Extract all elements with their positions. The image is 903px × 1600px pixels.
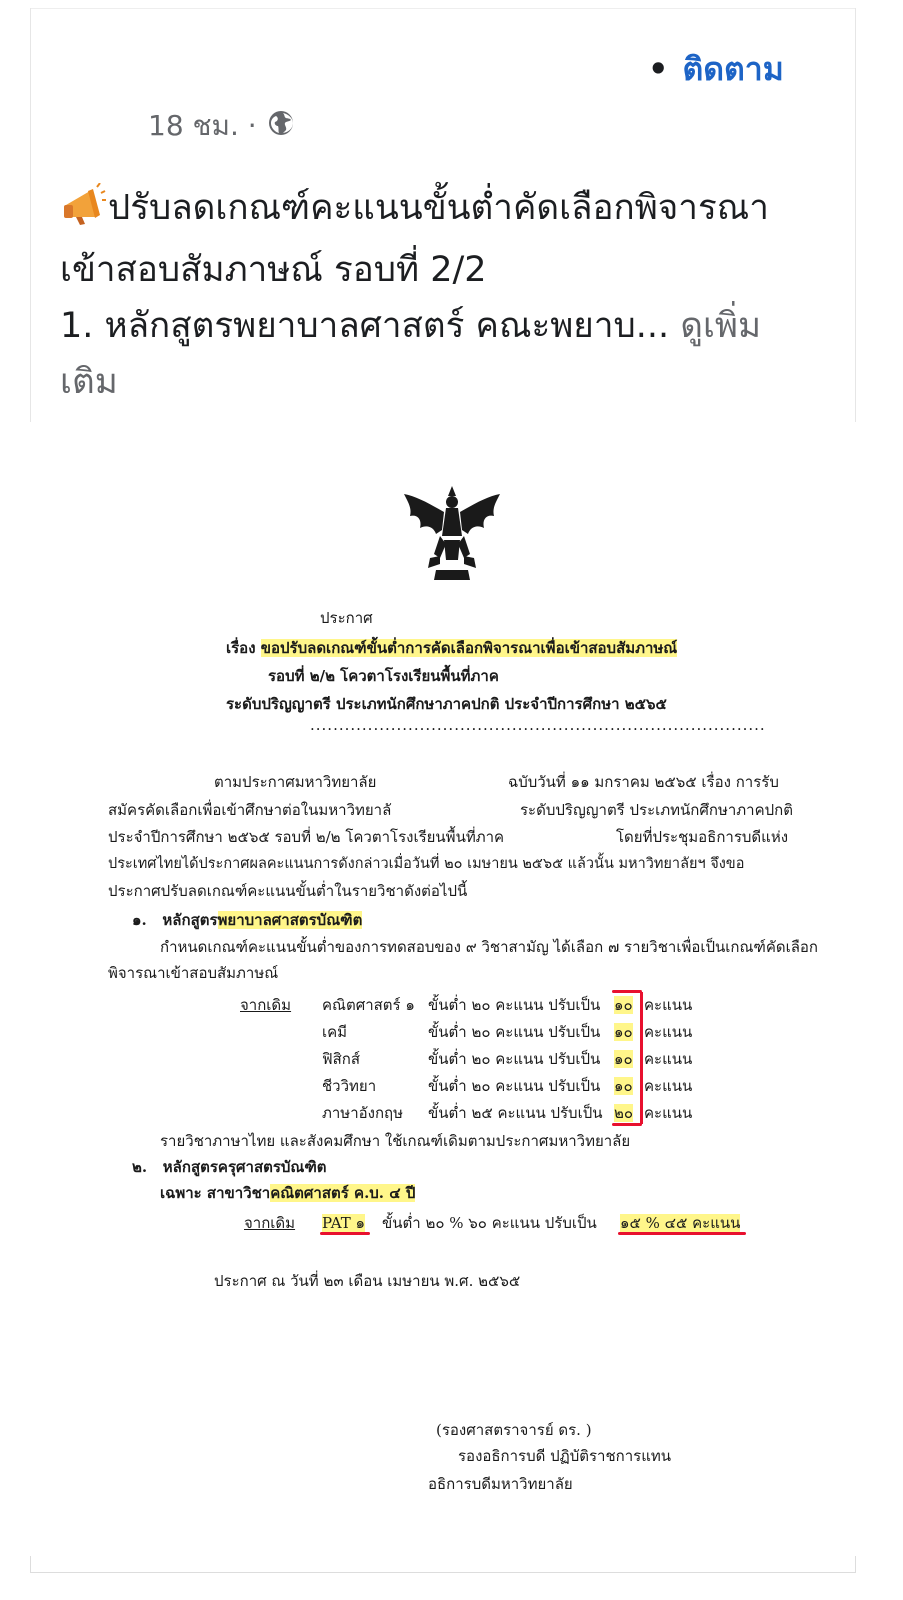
doc-body-1b: ฉบับวันที่ ๑๑ มกราคม ๒๕๖๕ เรื่อง การรับ [508,773,779,791]
doc-body-3a: ประจำปีการศึกษา ๒๕๖๕ รอบที่ ๒/๒ โควตาโรงเรียนพื้นที่ภาค [108,828,505,846]
item-1-number: ๑. [132,911,147,929]
card-bottom-border [30,1572,856,1573]
subject-rule: ขั้นต่ำ ๒๕ คะแนน ปรับเป็น [428,1104,603,1122]
announce-date: ประกาศ ณ วันที่ ๒๓ เดือน เมษายน พ.ศ. ๒๕๖๕ [214,1272,521,1290]
doc-subject-line-3: ระดับปริญญาตรี ประเภทนักศึกษาภาคปกติ ประจำปีการศึกษา ๒๕๖๕ [226,695,667,713]
subject-unit: คะแนน [644,1104,693,1122]
subject-rule: ขั้นต่ำ ๒๐ คะแนน ปรับเป็น [428,1077,601,1095]
doc-item-1 [132,908,362,932]
separator-dot: • [648,50,669,88]
doc-body-4: ประเทศไทยได้ประกาศผลคะแนนการดังกล่าวเมื่อวันที่ ๒๐ เมษายน ๒๕๖๕ แล้วนั้น มหาวิทยาลัยฯ จึงขอ [108,856,745,872]
see-more-continuation[interactable]: เติม [60,362,118,402]
card-bottom-left-border [30,1556,31,1573]
item-1-desc-1: กำหนดเกณฑ์คะแนนขั้นต่ำของการทดสอบของ ๙ วิชาสามัญ ได้เลือก ๗ รายวิชาเพื่อเป็นเกณฑ์คัดเลือก [160,938,819,956]
from-original-label: จากเดิม [240,996,292,1014]
subject-unit: คะแนน [644,1077,693,1095]
item-2-sub [160,1181,415,1205]
announcement-image[interactable] [0,480,903,1540]
subject-unit: คะแนน [644,996,693,1014]
doc-body-5: ประกาศปรับลดเกณฑ์คะแนนขั้นต่ำในรายวิชาดังต่อไปนี้ [108,882,468,900]
follow-label: ติดตาม [682,50,784,88]
post-line-2: เข้าสอบสัมภาษณ์ รอบที่ 2/2 [60,250,487,290]
red-mark-bottom [612,1123,642,1126]
doc-separator: ............................................................................... [310,716,766,734]
post-line-1-text: ปรับลดเกณฑ์คะแนนขั้นต่ำคัดเลือกพิจารณา [108,188,769,228]
post-line-1 [60,180,840,242]
red-mark-top [612,990,642,993]
garuda-emblem-icon [400,484,504,588]
red-underline-new [618,1232,746,1235]
doc-subject-text: ขอปรับลดเกณฑ์ขั้นต่ำการคัดเลือกพิจารณาเพื่อเข้าสอบสัมภาษณ์ [260,639,678,657]
doc-body-2b: ระดับปริญญาตรี ประเภทนักศึกษาภาคปกติ [520,801,793,819]
doc-subject [226,636,677,660]
item-1-prefix: หลักสูตร [162,911,218,929]
see-more-link[interactable]: ดูเพิ่ม [680,306,762,346]
subject-new-value: ๒๐ [614,1104,634,1122]
doc-body-2a: สมัครคัดเลือกเพื่อเข้าศึกษาต่อในมหาวิทยาลั [108,801,392,819]
doc-body-3b: โดยที่ประชุมอธิการบดีแห่ง [616,828,789,846]
megaphone-icon [60,183,106,242]
doc-subject-prefix: เรื่อง [226,639,256,657]
card-right-border [855,8,856,422]
red-mark-side [640,992,643,1124]
subject-new-value: ๑๐ [614,996,633,1014]
item-2-sub-prefix: เฉพาะ สาขาวิชา [160,1184,271,1202]
card-bottom-right-border [855,1556,856,1573]
subject-rule: ขั้นต่ำ ๒๐ คะแนน ปรับเป็น [428,996,601,1014]
item-1-desc-2: พิจารณาเข้าสอบสัมภาษณ์ [108,964,279,982]
subject-name: ฟิสิกส์ [322,1050,361,1068]
item-1-title: พยาบาลศาสตรบัณฑิต [217,911,363,929]
follow-button[interactable] [648,44,784,95]
doc-title: ประกาศ [320,609,373,627]
subject-new-value: ๑๐ [614,1077,633,1095]
item-1-note: รายวิชาภาษาไทย และสังคมศึกษา ใช้เกณฑ์เดิมตามประกาศมหาวิทยาลัย [160,1132,631,1150]
subject-unit: คะแนน [644,1050,693,1068]
signature-org: อธิการบดีมหาวิทยาลัย [428,1475,573,1493]
subject-unit: คะแนน [644,1023,693,1041]
subject-name: ภาษาอังกฤษ [322,1104,404,1122]
doc-item-2 [132,1155,327,1179]
subject-new-value: ๑๐ [614,1023,633,1041]
item-2-rule: ขั้นต่ำ ๒๐ % ๖๐ คะแนน ปรับเป็น [382,1214,597,1232]
item-2-number: ๒. [132,1158,148,1176]
item-2-title: หลักสูตรครุศาสตรบัณฑิต [162,1158,327,1176]
signature-position: รองอธิการบดี ปฏิบัติราชการแทน [458,1447,672,1465]
red-underline-pat [320,1232,370,1235]
subject-name: ชีววิทยา [322,1077,377,1095]
post-text [60,180,840,410]
globe-icon[interactable] [267,109,295,144]
subject-name: เคมี [322,1023,348,1041]
card-top-border [30,8,856,9]
item-2-sub-title: คณิตศาสตร์ ค.บ. ๔ ปี [270,1184,416,1202]
subject-rule: ขั้นต่ำ ๒๐ คะแนน ปรับเป็น [428,1023,601,1041]
post-time[interactable]: 18 ชม. · [148,109,257,142]
doc-subject-line-2: รอบที่ ๒/๒ โควตาโรงเรียนพื้นที่ภาค [268,667,499,685]
subject-name: คณิตศาสตร์ ๑ [322,996,415,1014]
item-2-from-label: จากเดิม [244,1214,296,1232]
subject-rule: ขั้นต่ำ ๒๐ คะแนน ปรับเป็น [428,1050,601,1068]
item-2-new-value: ๑๕ % ๔๕ คะแนน [620,1214,741,1232]
post-line-3 [60,298,840,354]
card-left-border [30,8,31,422]
post-line-3-text: 1. หลักสูตรพยาบาลศาสตร์ คณะพยาบ... [60,306,670,346]
post-meta [148,104,295,148]
signature-name: (รองศาสตราจารย์ ดร. ) [436,1421,592,1439]
doc-body-1a: ตามประกาศมหาวิทยาลัย [214,773,377,791]
subject-new-value: ๑๐ [614,1050,633,1068]
item-2-pat: PAT ๑ [322,1214,366,1232]
